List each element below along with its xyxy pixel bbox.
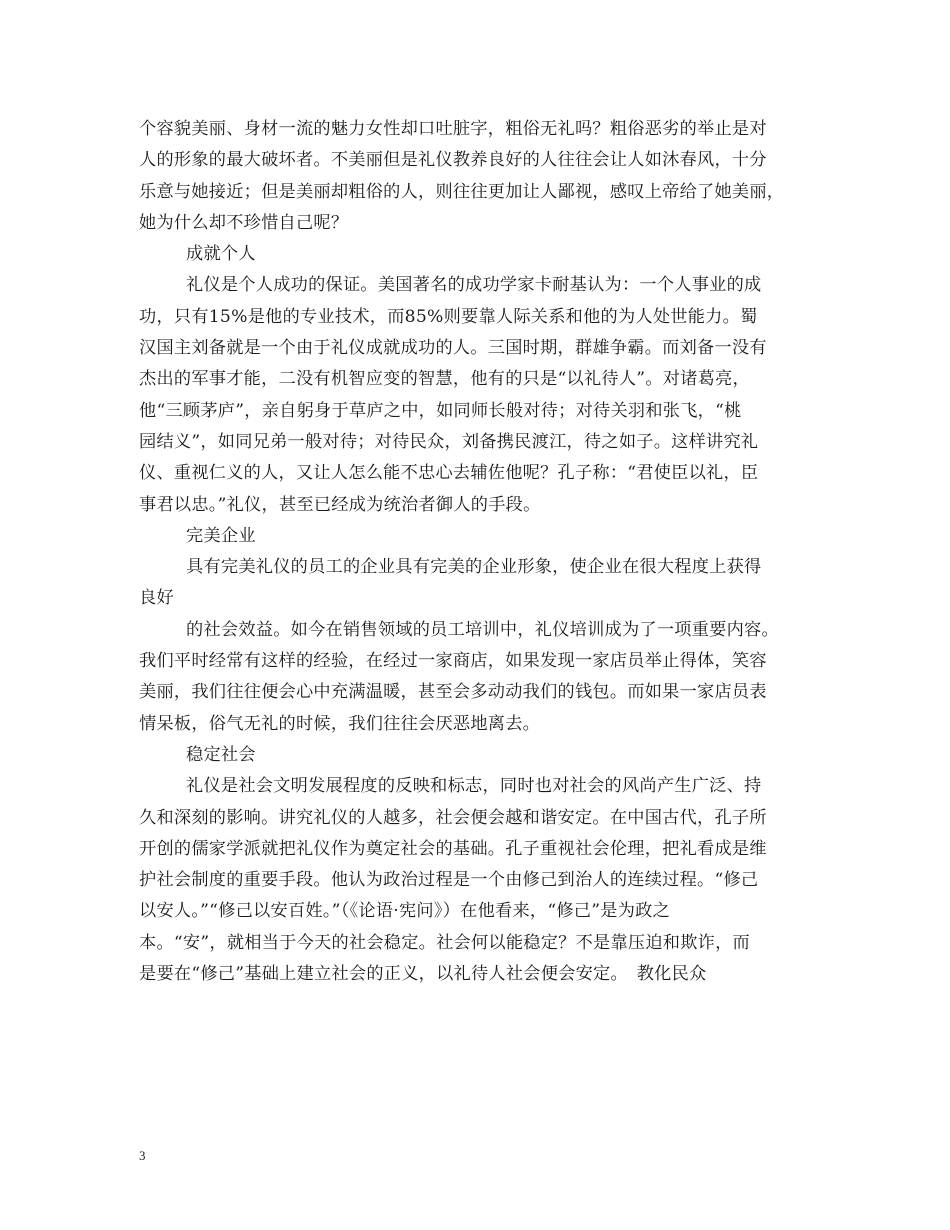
text-line: 情呆板，俗气无礼的时候，我们往往会厌恶地离去。: [139, 713, 541, 734]
text-line: 他“三顾茅庐”，亲自躬身于草庐之中，如同师长般对待；对待关羽和张飞，“桃: [139, 400, 742, 421]
text-body: [139, 114, 819, 990]
text-line: 良好: [139, 588, 174, 609]
text-line: 以安人。”“修己以安百姓。”（《论语·宪问》）在他看来，“修己”是为政之: [139, 901, 671, 922]
text-line: 具有完美礼仪的员工的企业具有完美的企业形象，使企业在很大程度上获得: [186, 557, 762, 578]
text-line: 完美企业: [186, 525, 256, 546]
text-line: 我们平时经常有这样的经验，在经过一家商店，如果发现一家店员举止得体，笑容: [139, 651, 767, 672]
text-line: 杰出的军事才能，二没有机智应变的智慧，他有的只是“以礼待人”。对诸葛亮，: [139, 369, 750, 390]
text-line: 乐意与她接近；但是美丽却粗俗的人，则往往更加让人鄙视，感叹上帝给了她美丽，: [139, 181, 785, 202]
text-line: 成就个人: [186, 244, 256, 265]
text-line: 稳定社会: [186, 744, 256, 765]
text-line: 开创的儒家学派就把礼仪作为奠定社会的基础。孔子重视社会伦理，把礼看成是维: [139, 838, 767, 859]
text-line: 个容貌美丽、身材一流的魅力女性却口吐脏字，粗俗无礼吗？粗俗恶劣的举止是对: [139, 119, 767, 139]
text-line: 是要在“修己”基础上建立社会的正义，以礼待人社会便会安定。 教化民众: [139, 964, 707, 985]
text-line: 礼仪是个人成功的保证。美国著名的成功学家卡耐基认为：一个人事业的成: [186, 275, 762, 296]
text-line: 汉国主刘备就是一个由于礼仪成就成功的人。三国时期，群雄争霸。而刘备一没有: [139, 338, 767, 359]
text-line: 园结义”，如同兄弟一般对待；对待民众，刘备携民渡江，待之如子。这样讲究礼: [139, 431, 759, 452]
text-line: 人的形象的最大破坏者。不美丽但是礼仪教养良好的人往往会让人如沐春风，十分: [139, 150, 767, 171]
text-line: 功，只有15%是他的专业技术，而85%则要靠人际关系和他的为人处世能力。蜀: [139, 306, 758, 327]
text-line: 本。“安”，就相当于今天的社会稳定。社会何以能稳定？不是靠压迫和欺诈，而: [139, 932, 750, 953]
text-line: 她为什么却不珍惜自己呢？: [139, 212, 349, 233]
text-line: 美丽，我们往往便会心中充满温暖，甚至会多动动我们的钱包。而如果一家店员表: [139, 682, 767, 703]
text-line: 护社会制度的重要手段。他认为政治过程是一个由修己到治人的连续过程。“修己: [139, 870, 759, 891]
text-line: 仪、重视仁义的人，又让人怎么能不忠心去辅佐他呢？孔子称：“君使臣以礼，臣: [139, 463, 759, 484]
text-line: 久和深刻的影响。讲究礼仪的人越多，社会便会越和谐安定。在中国古代，孔子所: [139, 807, 767, 828]
page-number: 3: [139, 1148, 146, 1163]
text-line: 礼仪是社会文明发展程度的反映和标志，同时也对社会的风尚产生广泛、持: [186, 776, 762, 797]
text-line: 的社会效益。如今在销售领域的员工培训中，礼仪培训成为了一项重要内容。: [186, 619, 779, 640]
text-line: 事君以忠。”礼仪，甚至已经成为统治者御人的手段。: [139, 494, 541, 515]
